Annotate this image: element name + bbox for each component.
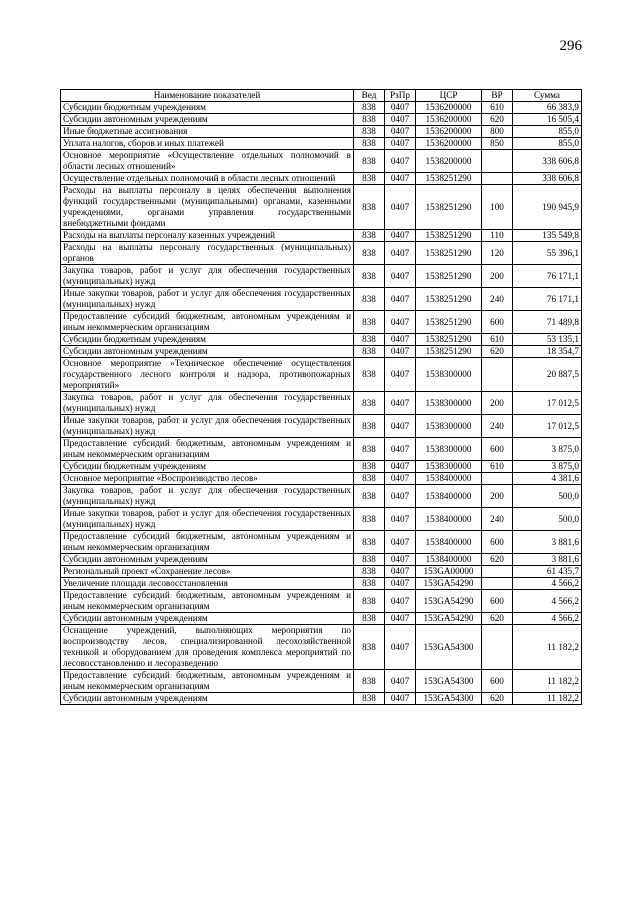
cell-csr: 153GA54290 [416, 578, 482, 590]
cell-vr [482, 473, 513, 485]
cell-csr: 153GA54300 [416, 693, 482, 705]
cell-ved: 838 [354, 114, 385, 126]
cell-rzpr: 0407 [385, 438, 416, 461]
cell-name: Субсидии автономным учреждениям [61, 554, 354, 566]
cell-sum: 3 881,6 [513, 554, 582, 566]
cell-csr: 1538400000 [416, 508, 482, 531]
table-row [61, 531, 582, 554]
cell-name: Предоставление субсидий бюджетным, автономным учреждениям и иным некоммерческим организациям [61, 311, 354, 334]
table-row [61, 265, 582, 288]
cell-ved: 838 [354, 392, 385, 415]
cell-rzpr: 0407 [385, 613, 416, 625]
cell-vr: 600 [482, 590, 513, 613]
cell-rzpr: 0407 [385, 473, 416, 485]
cell-vr: 240 [482, 415, 513, 438]
cell-rzpr: 0407 [385, 288, 416, 311]
cell-rzpr: 0407 [385, 693, 416, 705]
table-row [61, 114, 582, 126]
cell-name: Субсидии автономным учреждениям [61, 693, 354, 705]
cell-sum: 3 875,0 [513, 438, 582, 461]
cell-ved: 838 [354, 230, 385, 242]
cell-csr: 153GA00000 [416, 566, 482, 578]
cell-csr: 1538251290 [416, 346, 482, 358]
cell-name: Субсидии автономным учреждениям [61, 613, 354, 625]
cell-name: Иные закупки товаров, работ и услуг для обеспечения государственных (муниципальных) нужд [61, 415, 354, 438]
table-row [61, 185, 582, 230]
cell-csr: 1538251290 [416, 288, 482, 311]
cell-sum: 4 566,2 [513, 578, 582, 590]
cell-csr: 1536200000 [416, 102, 482, 114]
cell-name: Закупка товаров, работ и услуг для обеспечения государственных (муниципальных) нужд [61, 392, 354, 415]
page-number: 296 [559, 38, 582, 54]
cell-ved: 838 [354, 334, 385, 346]
cell-ved: 838 [354, 288, 385, 311]
cell-ved: 838 [354, 173, 385, 185]
cell-sum: 76 171,1 [513, 265, 582, 288]
cell-ved: 838 [354, 185, 385, 230]
table-row [61, 461, 582, 473]
cell-name: Субсидии бюджетным учреждениям [61, 102, 354, 114]
cell-sum: 76 171,1 [513, 288, 582, 311]
cell-vr: 610 [482, 461, 513, 473]
table-row [61, 613, 582, 625]
cell-sum: 61 435,7 [513, 566, 582, 578]
table-row [61, 625, 582, 670]
cell-vr: 240 [482, 508, 513, 531]
table-row [61, 126, 582, 138]
cell-name: Расходы на выплаты персоналу казенных учреждений [61, 230, 354, 242]
cell-csr: 1538251290 [416, 265, 482, 288]
cell-rzpr: 0407 [385, 508, 416, 531]
cell-vr [482, 358, 513, 392]
cell-rzpr: 0407 [385, 150, 416, 173]
table-row [61, 311, 582, 334]
cell-sum: 11 182,2 [513, 625, 582, 670]
cell-name: Субсидии бюджетным учреждениям [61, 334, 354, 346]
cell-vr: 600 [482, 311, 513, 334]
cell-csr: 153GA54290 [416, 613, 482, 625]
cell-csr: 1538300000 [416, 461, 482, 473]
table-row [61, 485, 582, 508]
cell-ved: 838 [354, 438, 385, 461]
table-row [61, 473, 582, 485]
cell-name: Основное мероприятие «Осуществление отдельных полномочий в области лесных отношений» [61, 150, 354, 173]
cell-vr: 620 [482, 114, 513, 126]
cell-rzpr: 0407 [385, 230, 416, 242]
cell-vr: 200 [482, 265, 513, 288]
cell-csr: 153GA54290 [416, 590, 482, 613]
cell-sum: 500,0 [513, 508, 582, 531]
cell-ved: 838 [354, 613, 385, 625]
cell-sum: 855,0 [513, 126, 582, 138]
cell-ved: 838 [354, 102, 385, 114]
cell-rzpr: 0407 [385, 242, 416, 265]
cell-name: Увеличение площади лесовосстановления [61, 578, 354, 590]
cell-rzpr: 0407 [385, 531, 416, 554]
cell-csr: 1536200000 [416, 114, 482, 126]
cell-sum: 4 381,6 [513, 473, 582, 485]
cell-rzpr: 0407 [385, 415, 416, 438]
cell-name: Предоставление субсидий бюджетным, автономным учреждениям и иным некоммерческим организациям [61, 438, 354, 461]
cell-sum: 190 945,9 [513, 185, 582, 230]
cell-vr: 200 [482, 392, 513, 415]
cell-rzpr: 0407 [385, 590, 416, 613]
cell-ved: 838 [354, 578, 385, 590]
cell-vr: 620 [482, 693, 513, 705]
table-row [61, 438, 582, 461]
table-row [61, 334, 582, 346]
cell-ved: 838 [354, 693, 385, 705]
table-row [61, 173, 582, 185]
cell-rzpr: 0407 [385, 114, 416, 126]
table-row [61, 415, 582, 438]
cell-vr: 200 [482, 485, 513, 508]
cell-name: Предоставление субсидий бюджетным, автономным учреждениям и иным некоммерческим организациям [61, 590, 354, 613]
cell-name: Иные бюджетные ассигнования [61, 126, 354, 138]
cell-csr: 1538400000 [416, 485, 482, 508]
cell-vr [482, 173, 513, 185]
cell-sum: 17 012,5 [513, 392, 582, 415]
cell-ved: 838 [354, 625, 385, 670]
budget-table [60, 89, 582, 705]
cell-rzpr: 0407 [385, 392, 416, 415]
cell-name: Предоставление субсидий бюджетным, автономным учреждениям и иным некоммерческим организациям [61, 531, 354, 554]
cell-vr: 620 [482, 346, 513, 358]
cell-sum: 338 606,8 [513, 150, 582, 173]
cell-ved: 838 [354, 566, 385, 578]
cell-sum: 500,0 [513, 485, 582, 508]
cell-csr: 1538300000 [416, 438, 482, 461]
cell-ved: 838 [354, 242, 385, 265]
header-rzpr: РзПр [385, 90, 416, 102]
cell-name: Субсидии бюджетным учреждениям [61, 461, 354, 473]
cell-name: Иные закупки товаров, работ и услуг для обеспечения государственных (муниципальных) нужд [61, 288, 354, 311]
cell-ved: 838 [354, 265, 385, 288]
cell-rzpr: 0407 [385, 670, 416, 693]
cell-vr: 800 [482, 126, 513, 138]
table-row [61, 508, 582, 531]
cell-vr [482, 625, 513, 670]
cell-vr: 610 [482, 334, 513, 346]
cell-csr: 1538251290 [416, 242, 482, 265]
cell-csr: 1536200000 [416, 138, 482, 150]
cell-vr: 610 [482, 102, 513, 114]
cell-csr: 1538300000 [416, 415, 482, 438]
cell-ved: 838 [354, 473, 385, 485]
cell-rzpr: 0407 [385, 173, 416, 185]
cell-ved: 838 [354, 485, 385, 508]
cell-rzpr: 0407 [385, 358, 416, 392]
cell-name: Иные закупки товаров, работ и услуг для обеспечения государственных (муниципальных) нужд [61, 508, 354, 531]
cell-sum: 17 012,5 [513, 415, 582, 438]
cell-sum: 4 566,2 [513, 613, 582, 625]
cell-rzpr: 0407 [385, 485, 416, 508]
table-row [61, 346, 582, 358]
cell-ved: 838 [354, 311, 385, 334]
header-sum: Сумма [513, 90, 582, 102]
cell-ved: 838 [354, 358, 385, 392]
cell-name: Основное мероприятие «Воспроизводство лесов» [61, 473, 354, 485]
cell-rzpr: 0407 [385, 625, 416, 670]
cell-csr: 1538300000 [416, 392, 482, 415]
table-body [61, 102, 582, 705]
cell-rzpr: 0407 [385, 185, 416, 230]
cell-csr: 1538400000 [416, 531, 482, 554]
cell-csr: 1538400000 [416, 473, 482, 485]
cell-vr: 600 [482, 670, 513, 693]
table-row [61, 288, 582, 311]
cell-name: Оснащение учреждений, выполняющих мероприятия по воспроизводству лесов, специализированной лесохозяйственной техникой и оборудованием для проведения комплекса мероприятий по лесовосстановлению и лесоразведению [61, 625, 354, 670]
cell-vr [482, 578, 513, 590]
cell-csr: 1538200000 [416, 150, 482, 173]
cell-csr: 153GA54300 [416, 625, 482, 670]
cell-vr: 600 [482, 438, 513, 461]
cell-rzpr: 0407 [385, 334, 416, 346]
cell-rzpr: 0407 [385, 554, 416, 566]
cell-rzpr: 0407 [385, 578, 416, 590]
cell-csr: 1538251290 [416, 311, 482, 334]
table-row [61, 392, 582, 415]
table-row [61, 578, 582, 590]
cell-ved: 838 [354, 461, 385, 473]
cell-name: Расходы на выплаты персоналу в целях обеспечения выполнения функций государственными (муниципальными) органами, казенными учреждениями, органами управления государственными внебюджетными фондами [61, 185, 354, 230]
cell-rzpr: 0407 [385, 138, 416, 150]
cell-ved: 838 [354, 415, 385, 438]
cell-csr: 1538251290 [416, 185, 482, 230]
cell-name: Субсидии автономным учреждениям [61, 346, 354, 358]
cell-vr [482, 150, 513, 173]
table-row [61, 566, 582, 578]
cell-vr: 600 [482, 531, 513, 554]
cell-sum: 11 182,2 [513, 670, 582, 693]
cell-name: Расходы на выплаты персоналу государственных (муниципальных) органов [61, 242, 354, 265]
cell-csr: 1538400000 [416, 554, 482, 566]
cell-rzpr: 0407 [385, 126, 416, 138]
cell-sum: 11 182,2 [513, 693, 582, 705]
cell-csr: 153GA54300 [416, 670, 482, 693]
cell-vr [482, 566, 513, 578]
cell-ved: 838 [354, 531, 385, 554]
table-header-row [61, 90, 582, 102]
cell-ved: 838 [354, 590, 385, 613]
cell-rzpr: 0407 [385, 311, 416, 334]
cell-vr: 240 [482, 288, 513, 311]
cell-rzpr: 0407 [385, 265, 416, 288]
header-name: Наименование показателей [61, 90, 354, 102]
cell-csr: 1538251290 [416, 334, 482, 346]
cell-name: Региональный проект «Сохранение лесов» [61, 566, 354, 578]
cell-sum: 71 489,8 [513, 311, 582, 334]
cell-sum: 4 566,2 [513, 590, 582, 613]
cell-vr: 100 [482, 185, 513, 230]
table-row [61, 242, 582, 265]
header-ved: Вед [354, 90, 385, 102]
cell-sum: 16 505,4 [513, 114, 582, 126]
table-row [61, 693, 582, 705]
cell-sum: 55 396,1 [513, 242, 582, 265]
cell-ved: 838 [354, 150, 385, 173]
cell-csr: 1538251290 [416, 230, 482, 242]
cell-ved: 838 [354, 670, 385, 693]
table-row [61, 554, 582, 566]
header-csr: ЦСР [416, 90, 482, 102]
cell-ved: 838 [354, 138, 385, 150]
cell-name: Предоставление субсидий бюджетным, автономным учреждениям и иным некоммерческим организациям [61, 670, 354, 693]
cell-name: Закупка товаров, работ и услуг для обеспечения государственных (муниципальных) нужд [61, 265, 354, 288]
header-vr: ВР [482, 90, 513, 102]
table-row [61, 590, 582, 613]
cell-rzpr: 0407 [385, 461, 416, 473]
table-row [61, 138, 582, 150]
table-row [61, 102, 582, 114]
cell-name: Осуществление отдельных полномочий в области лесных отношений [61, 173, 354, 185]
cell-ved: 838 [354, 346, 385, 358]
cell-sum: 53 135,1 [513, 334, 582, 346]
cell-sum: 135 549,8 [513, 230, 582, 242]
cell-ved: 838 [354, 126, 385, 138]
cell-csr: 1538251290 [416, 173, 482, 185]
cell-rzpr: 0407 [385, 346, 416, 358]
cell-sum: 855,0 [513, 138, 582, 150]
table-row [61, 230, 582, 242]
cell-ved: 838 [354, 554, 385, 566]
cell-sum: 338 606,8 [513, 173, 582, 185]
cell-vr: 620 [482, 554, 513, 566]
cell-sum: 66 383,9 [513, 102, 582, 114]
cell-vr: 850 [482, 138, 513, 150]
cell-rzpr: 0407 [385, 566, 416, 578]
cell-vr: 110 [482, 230, 513, 242]
cell-rzpr: 0407 [385, 102, 416, 114]
table-row [61, 150, 582, 173]
table-row [61, 358, 582, 392]
cell-csr: 1536200000 [416, 126, 482, 138]
cell-name: Основное мероприятие «Техническое обеспечение осуществления государственного лесного контроля и надзора, противопожарных мероприятий» [61, 358, 354, 392]
cell-sum: 18 354,7 [513, 346, 582, 358]
cell-vr: 120 [482, 242, 513, 265]
cell-ved: 838 [354, 508, 385, 531]
cell-name: Закупка товаров, работ и услуг для обеспечения государственных (муниципальных) нужд [61, 485, 354, 508]
cell-csr: 1538300000 [416, 358, 482, 392]
table-row [61, 670, 582, 693]
cell-sum: 20 887,5 [513, 358, 582, 392]
cell-sum: 3 881,6 [513, 531, 582, 554]
cell-name: Субсидии автономным учреждениям [61, 114, 354, 126]
cell-vr: 620 [482, 613, 513, 625]
cell-sum: 3 875,0 [513, 461, 582, 473]
cell-name: Уплата налогов, сборов и иных платежей [61, 138, 354, 150]
